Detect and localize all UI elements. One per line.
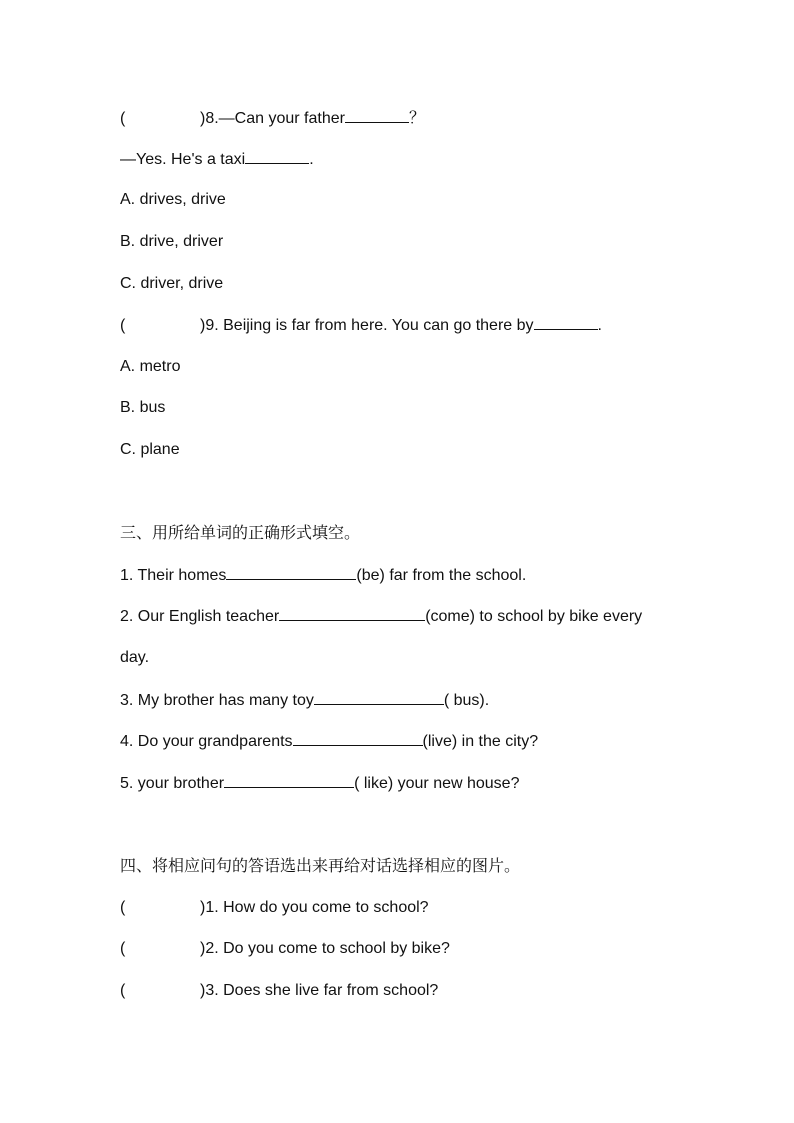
fill-blank[interactable] xyxy=(534,315,598,330)
question-8-stem xyxy=(120,108,425,129)
question-text: 2. Do you come to school by bike? xyxy=(205,940,450,957)
option-a: A. metro xyxy=(120,358,181,375)
answer-paren-close: ) xyxy=(200,982,206,999)
fill-item-3 xyxy=(120,690,489,711)
item-text: ( like) your new house? xyxy=(354,775,520,792)
item-text: 2. Our English teacher xyxy=(120,608,280,625)
fill-blank[interactable] xyxy=(245,149,309,164)
fill-item-5 xyxy=(120,773,519,794)
question-text: Can your father xyxy=(234,110,345,127)
fill-item-4 xyxy=(120,731,538,752)
answer-paren-open[interactable]: ( xyxy=(120,982,126,999)
item-text: ( bus). xyxy=(443,692,490,709)
answer-paren-close: ) xyxy=(200,940,206,957)
dash: — xyxy=(218,110,235,127)
answer-paren-close: ) xyxy=(200,317,206,334)
item-text: (live) in the city? xyxy=(422,733,539,750)
fill-item-2-continuation: day. xyxy=(120,649,150,666)
item-text: (be) far from the school. xyxy=(356,567,527,584)
answer-text: Yes. He's a taxi xyxy=(136,151,246,168)
option-c: C. plane xyxy=(120,441,180,458)
fill-blank[interactable] xyxy=(226,565,356,580)
fill-blank[interactable] xyxy=(224,773,354,788)
fill-item-2 xyxy=(120,606,642,627)
dash: — xyxy=(120,151,136,168)
question-number: 8. xyxy=(205,110,219,127)
item-text: 1. Their homes xyxy=(120,567,227,584)
answer-paren-open: ( xyxy=(120,317,126,334)
match-item-2 xyxy=(120,939,450,959)
question-end: ？ xyxy=(408,110,425,127)
question-9-stem xyxy=(120,315,602,336)
item-text: (come) to school by bike every xyxy=(425,608,643,625)
item-text: 5. your brother xyxy=(120,775,225,792)
option-b: B. drive, driver xyxy=(120,233,224,250)
option-a: A. drives, drive xyxy=(120,191,226,208)
item-text: 3. My brother has many toy xyxy=(120,692,314,709)
fill-blank[interactable] xyxy=(293,731,423,746)
option-b: B. bus xyxy=(120,399,166,416)
match-item-3 xyxy=(120,981,438,1001)
item-text: 4. Do your grandparents xyxy=(120,733,293,750)
question-text: 1. How do you come to school? xyxy=(205,899,429,916)
question-end: . xyxy=(597,317,602,334)
section-4-title: 四、将相应问句的答语选出来再给对话选择相应的图片。 xyxy=(120,856,521,875)
fill-blank[interactable] xyxy=(279,606,425,621)
fill-blank[interactable] xyxy=(345,108,409,123)
answer-paren-open[interactable]: ( xyxy=(120,940,126,957)
question-text: 9. Beijing is far from here. You can go there by xyxy=(205,317,534,334)
match-item-1 xyxy=(120,898,429,918)
answer-paren-open[interactable]: ( xyxy=(120,899,126,916)
answer-paren-close: ) xyxy=(200,110,206,127)
question-text: 3. Does she live far from school? xyxy=(205,982,439,999)
option-c: C. driver, drive xyxy=(120,275,224,292)
answer-end: . xyxy=(309,151,314,168)
fill-blank[interactable] xyxy=(314,690,444,705)
section-3-title: 三、用所给单词的正确形式填空。 xyxy=(120,523,361,542)
answer-paren-open: ( xyxy=(120,110,126,127)
answer-paren-close: ) xyxy=(200,899,206,916)
question-8-answer xyxy=(120,149,314,170)
fill-item-1 xyxy=(120,565,526,586)
